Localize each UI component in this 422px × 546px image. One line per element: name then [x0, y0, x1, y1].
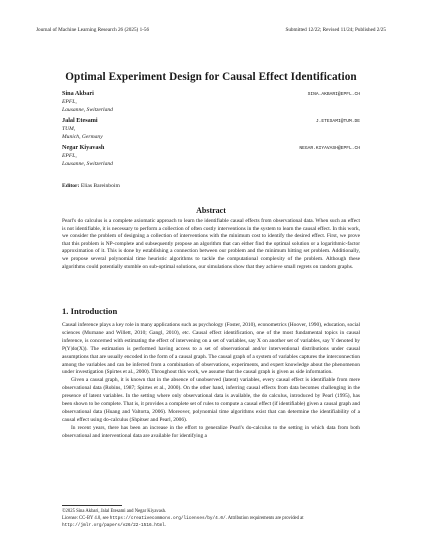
editor-line [62, 183, 120, 189]
paragraph: Causal inference plays a key role in many applications such as psychology (Foster, 2010), econometrics (Hoover, 1990), education, social sciences (Murnane and Willett, 2010; Gangl, 2010), etc. Causal effect identification, one of the most fundamental topics in causal inference, is concerned with estimating the effect of intervening on a set of variables, say X on another set of variables, say Y denoted by P(Y|do(X)). The estimation is performed having access to a set of observational and/or interventional distributions under causal assumptions that are usually encoded in the form of a causal graph. The causal graph of a system of variables captures the interconnection among the variables and can be inferred from a combination of observations, experiments, and expert knowledge about the phenomenon under investigation (Spirtes et al., 2000). Throughout this work, we assume that the causal graph is given as side information. [62, 322, 360, 376]
attribution-suffix: . [164, 523, 166, 528]
author-name: Sina Akbari [62, 90, 94, 97]
license-suffix: . Attribution requirements are provided at [225, 516, 304, 521]
section-heading: 1. Introduction [62, 306, 118, 316]
submission-dates: Submitted 12/22; Revised 11/24; Published 2/25 [285, 27, 386, 33]
footer-rule [62, 505, 122, 506]
author-block [62, 117, 360, 141]
paragraph: In recent years, there has been an increase in the effort to generalize Pearl's do-calculus to the setting in which data from both observational and interventional data are available for identifying a [62, 424, 360, 439]
author-email[interactable]: J.ETESAMI@TUM.DE [315, 119, 360, 124]
paragraph: Given a causal graph, it is known that in the absence of unobserved (latent) variables, every causal effect is identifiable from mere observational data (Robins, 1987; Spirtes et al., 2000). On the other hand, inferring causal effects from data becomes challenging in the presence of latent variables. In the setting where only observational data is available, the do calculus, introduced by Pearl (1995), has been shown to be complete. That is, it provides a complete set of rules to compute a causal effect (if identifiable) given a causal graph and observational data (Huang and Valtorta, 2006). Moreover, polynomial time algorithms exist that can determine the identifiability of a causal effect using do-calculus (Shpitser and Pearl, 2006). [62, 377, 360, 423]
author-location: Lausanne, Switzerland [62, 107, 113, 113]
footer [62, 508, 360, 529]
license-link[interactable]: https://creativecommons.org/licenses/by/4.0/ [109, 516, 226, 521]
author-location: Lausanne, Switzerland [62, 161, 113, 167]
author-affiliation: EPFL, [62, 99, 77, 105]
author-email[interactable]: NEGAR.KIYAVASH@EPFL.CH [299, 146, 360, 151]
author-block [62, 90, 360, 114]
author-block [62, 144, 360, 168]
editor-label: Editor: [62, 183, 80, 189]
editor-name: Elias Bareinboim [80, 183, 120, 189]
running-head [36, 27, 386, 33]
author-location: Munich, Germany [62, 134, 103, 140]
abstract-heading: Abstract [196, 206, 226, 215]
author-affiliation: EPFL, [62, 153, 77, 159]
author-name: Negar Kiyavash [62, 144, 105, 151]
author-email[interactable]: SINA.AKBARI@EPFL.CH [307, 92, 360, 97]
author-name: Jalal Etesami [62, 117, 98, 124]
paper-title: Optimal Experiment Design for Causal Effect Identification [65, 71, 357, 83]
introduction-body [62, 322, 360, 441]
attribution-line [62, 522, 360, 529]
license-prefix: License: CC-BY 4.0, see [62, 516, 109, 521]
copyright-line: ©2025 Sina Akbari, Jalal Etesami and Negar Kiyavash. [62, 509, 167, 514]
license-line [62, 515, 360, 522]
attribution-link[interactable]: http://jmlr.org/papers/v26/22-1516.html [62, 523, 165, 528]
author-affiliation: TUM, [62, 126, 76, 132]
abstract-text: Pearl's do calculus is a complete axiomatic approach to learn the identifiable causal effects from observational data. When such an effect is not identifiable, it is necessary to perform a collection of often costly interventions in the system to learn the causal effect. In this work, we consider the problem of designing a collection of interventions with the minimum cost to identify the desired effect. First, we prove that this problem is NP-complete and subsequently propose an algorithm that can either find the optimal solution or a logarithmic-factor approximation of it. This is done by establishing a connection between our problem and the minimum hitting set problem. Additionally, we propose several polynomial time heuristic algorithms to tackle the computational complexity of the problem. Although these algorithms could potentially stumble on sub-optimal solutions, our simulations show that they achieve small regrets on random graphs. [62, 218, 360, 270]
journal-info: Journal of Machine Learning Research 26 (2025) 1-56 [36, 27, 150, 33]
